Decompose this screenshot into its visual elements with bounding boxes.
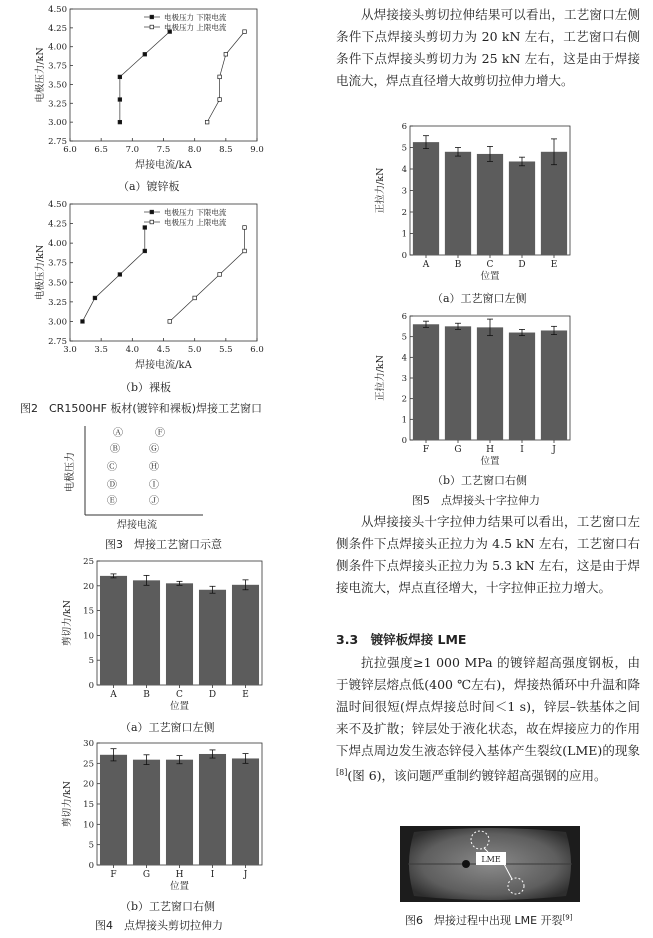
y-axis-label: 电极压力/kN xyxy=(35,47,46,103)
x-tick-label: E xyxy=(242,690,249,700)
bar xyxy=(541,152,567,255)
x-tick-label: 7.5 xyxy=(156,145,171,155)
x-tick-label: 3.5 xyxy=(94,345,108,355)
x-axis-label: 位置 xyxy=(480,456,500,467)
y-tick-label: 5 xyxy=(401,332,407,343)
paragraph-cross xyxy=(336,511,640,599)
x-tick-label: B xyxy=(454,260,462,270)
x-tick-label: 5.0 xyxy=(187,345,202,355)
section-heading: 3.3 镀锌板焊接 LME xyxy=(336,632,467,647)
x-tick-label: I xyxy=(520,445,524,455)
x-tick-label: G xyxy=(142,870,151,880)
x-tick-label: 6.0 xyxy=(63,145,77,155)
data-point xyxy=(243,249,247,253)
fig2b-subcaption: （b）裸板 xyxy=(120,381,172,394)
x-tick-label: 6.0 xyxy=(250,345,264,355)
series-line xyxy=(170,227,245,321)
x-tick-label: H xyxy=(486,445,494,455)
x-tick-label: 4.5 xyxy=(156,345,171,355)
data-point xyxy=(143,52,147,56)
bar xyxy=(445,152,471,255)
bar xyxy=(166,760,193,865)
y-tick-label: 3.50 xyxy=(48,278,67,289)
fig2a-chart xyxy=(25,5,265,175)
y-axis-label: 剪切力/kN xyxy=(62,781,73,827)
data-point xyxy=(218,273,222,277)
bar xyxy=(100,755,127,865)
y-tick-label: 2.75 xyxy=(48,137,67,147)
bar xyxy=(232,585,259,685)
data-point xyxy=(118,120,122,124)
y-tick-label: 25 xyxy=(83,557,94,567)
y-tick-label: 3 xyxy=(401,186,407,197)
data-point xyxy=(243,30,247,34)
fig3-right-col xyxy=(149,427,165,507)
fig3-point: Ⓔ xyxy=(107,496,117,507)
y-tick-label: 2 xyxy=(401,394,407,405)
x-tick-label: 7.0 xyxy=(125,145,140,155)
x-tick-label: F xyxy=(422,445,430,455)
x-axis-label: 位置 xyxy=(169,881,190,892)
y-tick-label: 4.25 xyxy=(48,219,67,230)
bar xyxy=(199,590,226,685)
y-tick-label: 25 xyxy=(83,759,94,770)
paragraph-lme xyxy=(336,652,640,787)
y-tick-label: 4.00 xyxy=(48,239,67,250)
paragraph-lme-end: (图 6)，该问题严重制约镀锌超高强钢的应用。 xyxy=(347,768,607,784)
x-tick-label: A xyxy=(422,260,430,270)
legend-marker xyxy=(150,15,154,19)
bar xyxy=(232,758,259,865)
y-tick-label: 3.25 xyxy=(48,297,67,308)
y-tick-label: 30 xyxy=(83,739,94,749)
y-tick-label: 2.75 xyxy=(48,337,67,347)
fig3-ylabel: 电极压力 xyxy=(65,452,76,492)
bar xyxy=(445,326,471,440)
y-tick-label: 3.25 xyxy=(48,99,67,110)
y-tick-label: 4.25 xyxy=(48,23,67,34)
y-tick-label: 4 xyxy=(401,165,407,175)
bar xyxy=(133,760,160,865)
paragraph-shear xyxy=(336,4,640,92)
fig3-point: Ⓙ xyxy=(149,496,159,507)
data-point xyxy=(143,226,147,230)
legend-label: 电极压力 上限电流 xyxy=(164,218,227,227)
fig4a-chart xyxy=(55,555,270,715)
x-axis-label: 焊接电流/kA xyxy=(135,160,192,171)
x-axis-label: 焊接电流/kA xyxy=(135,360,192,371)
fig6-photo xyxy=(400,826,580,902)
y-tick-label: 3.00 xyxy=(48,118,67,129)
citation-ref: [8] xyxy=(336,768,348,777)
bar xyxy=(413,142,439,255)
data-point xyxy=(224,52,228,56)
y-tick-label: 20 xyxy=(83,779,94,790)
bar xyxy=(541,330,567,440)
citation-ref: [9] xyxy=(562,913,573,922)
y-tick-label: 0 xyxy=(401,436,407,446)
fig4b-chart xyxy=(55,737,270,895)
y-tick-label: 4.00 xyxy=(48,42,67,53)
x-tick-label: 3.0 xyxy=(63,345,77,355)
data-point xyxy=(93,296,97,300)
fig2b-chart xyxy=(25,200,265,375)
legend-marker xyxy=(150,220,154,224)
y-tick-label: 4 xyxy=(401,353,407,364)
y-tick-label: 0 xyxy=(88,861,94,871)
data-point xyxy=(143,249,147,253)
x-tick-label: G xyxy=(454,445,462,455)
data-point xyxy=(218,75,222,79)
x-tick-label: D xyxy=(518,260,526,270)
y-tick-label: 3.75 xyxy=(48,258,67,269)
fig3-point: Ⓒ xyxy=(107,462,117,473)
fig4b-subcaption: （b）工艺窗口右侧 xyxy=(120,900,216,913)
lme-label: LME xyxy=(481,855,501,864)
paragraph-shear-text: 从焊接接头剪切拉伸结果可以看出，工艺窗口左侧条件下点焊接头剪切力为 20 kN 左右，工艺窗口右侧条件下点焊接头剪切力为 25 kN 左右，这是由于焊接电流大，焊点直径增大故剪切拉伸力增大。 xyxy=(336,7,640,88)
bar xyxy=(509,161,535,255)
y-axis-label: 正拉力/kN xyxy=(375,355,386,401)
x-tick-label: E xyxy=(550,260,558,270)
x-tick-label: J xyxy=(552,445,556,455)
y-tick-label: 15 xyxy=(83,606,94,617)
y-tick-label: 6 xyxy=(401,312,407,322)
fig3-point: Ⓘ xyxy=(149,480,159,491)
bar xyxy=(100,576,127,685)
legend-marker xyxy=(150,25,154,29)
data-point xyxy=(81,320,85,324)
y-tick-label: 5 xyxy=(88,656,94,667)
fig3-point: Ⓕ xyxy=(155,428,165,439)
fig6-caption-text: 图6 焊接过程中出现 LME 开裂 xyxy=(405,914,563,927)
y-tick-label: 10 xyxy=(83,631,94,642)
fig4-caption: 图4 点焊接头剪切拉伸力 xyxy=(95,919,223,932)
legend-label: 电极压力 下限电流 xyxy=(164,13,227,22)
fig3-point: Ⓓ xyxy=(107,480,117,491)
x-tick-label: 8.5 xyxy=(219,145,233,155)
legend-label: 电极压力 上限电流 xyxy=(164,23,227,32)
fig5a-subcaption: （a）工艺窗口左侧 xyxy=(432,292,527,305)
y-tick-label: 15 xyxy=(83,800,94,810)
data-point xyxy=(118,75,122,79)
x-tick-label: C xyxy=(486,260,494,270)
fig3-left-col xyxy=(107,427,123,507)
x-tick-label: 6.5 xyxy=(94,145,108,155)
fig3-point: Ⓑ xyxy=(110,444,120,455)
x-tick-label: D xyxy=(208,690,217,700)
bar xyxy=(199,754,226,865)
data-point xyxy=(205,120,209,124)
data-point xyxy=(118,273,122,277)
fig5-caption: 图5 点焊接头十字拉伸力 xyxy=(412,494,540,507)
y-tick-label: 5 xyxy=(88,840,94,851)
fig3-point: Ⓐ xyxy=(113,428,123,439)
data-point xyxy=(118,98,122,102)
bar xyxy=(133,580,160,685)
x-axis-label: 位置 xyxy=(480,271,500,282)
legend-marker xyxy=(150,210,154,214)
fig3-schematic xyxy=(55,422,205,532)
y-axis-label: 正拉力/kN xyxy=(375,167,386,214)
x-tick-label: B xyxy=(143,690,150,700)
fig6-caption xyxy=(405,912,572,928)
y-tick-label: 4.50 xyxy=(48,200,67,210)
y-tick-label: 6 xyxy=(401,122,407,132)
y-tick-label: 20 xyxy=(83,581,94,592)
paragraph-lme-body: 抗拉强度≥1 000 MPa 的镀锌超高强度钢板，由于镀锌层熔点低(400 ℃左右)，焊接热循环中升温和降温时间很短(焊点焊接总时间＜1 s)，锌层–铁基体之间来不及扩散；锌层处于液化状态，故在焊接应力的作用下焊点周边发生液态锌侵入基体产生裂纹(LME)的现象 xyxy=(336,655,640,758)
x-tick-label: 4.0 xyxy=(125,345,140,355)
y-tick-label: 1 xyxy=(401,415,407,426)
x-tick-label: I xyxy=(210,870,215,880)
x-tick-label: 8.0 xyxy=(187,145,202,155)
fig5b-chart xyxy=(368,310,578,470)
x-tick-label: 9.0 xyxy=(250,145,264,155)
paragraph-lme-text xyxy=(336,652,640,787)
y-tick-label: 3.50 xyxy=(48,80,67,91)
data-point xyxy=(218,98,222,102)
data-point xyxy=(168,320,172,324)
y-tick-label: 1 xyxy=(401,229,407,240)
fig3-xlabel: 焊接电流 xyxy=(117,520,157,531)
x-tick-label: J xyxy=(243,870,248,880)
y-tick-label: 4.50 xyxy=(48,5,67,15)
fig3-point: Ⓖ xyxy=(149,444,159,455)
fig2-caption: 图2 CR1500HF 板材(镀锌和裸板)焊接工艺窗口 xyxy=(20,402,262,415)
data-point xyxy=(193,296,197,300)
bar xyxy=(477,154,503,255)
x-tick-label: H xyxy=(175,870,184,880)
bar xyxy=(509,333,535,440)
fig2a-subcaption: （a）镀锌板 xyxy=(118,180,180,193)
fig3-caption: 图3 焊接工艺窗口示意 xyxy=(105,538,222,551)
legend-label: 电极压力 下限电流 xyxy=(164,208,227,217)
y-tick-label: 0 xyxy=(88,681,94,691)
series-line xyxy=(207,32,244,123)
paragraph-cross-text: 从焊接接头十字拉伸力结果可以看出，工艺窗口左侧条件下点焊接头正拉力为 4.5 kN 左右，工艺窗口右侧条件下点焊接头正拉力为 5.3 kN 左右，这是由于焊接电流大，焊点直径增大，十字拉伸正拉力增大。 xyxy=(336,514,640,595)
bar xyxy=(166,583,193,685)
x-tick-label: A xyxy=(110,690,117,700)
y-tick-label: 3.75 xyxy=(48,61,67,72)
x-tick-label: F xyxy=(110,870,117,880)
y-tick-label: 2 xyxy=(401,208,407,218)
data-point xyxy=(243,226,247,230)
bar xyxy=(477,327,503,440)
bar xyxy=(413,324,439,440)
series-line xyxy=(82,227,144,321)
x-tick-label: C xyxy=(176,690,183,700)
fig5b-subcaption: （b）工艺窗口右侧 xyxy=(432,474,528,487)
y-tick-label: 3 xyxy=(401,374,407,384)
fig5a-chart xyxy=(368,120,578,285)
x-axis-label: 位置 xyxy=(169,701,190,712)
y-tick-label: 5 xyxy=(401,143,407,154)
y-tick-label: 0 xyxy=(401,251,407,261)
fig4a-subcaption: （a）工艺窗口左侧 xyxy=(120,721,215,734)
series-line xyxy=(120,32,170,123)
y-tick-label: 10 xyxy=(83,820,94,831)
y-tick-label: 3.00 xyxy=(48,317,67,328)
x-tick-label: 5.5 xyxy=(219,345,233,355)
y-axis-label: 剪切力/kN xyxy=(62,600,73,646)
fig3-point: Ⓗ xyxy=(149,462,159,473)
y-axis-label: 电极压力/kN xyxy=(35,244,46,301)
